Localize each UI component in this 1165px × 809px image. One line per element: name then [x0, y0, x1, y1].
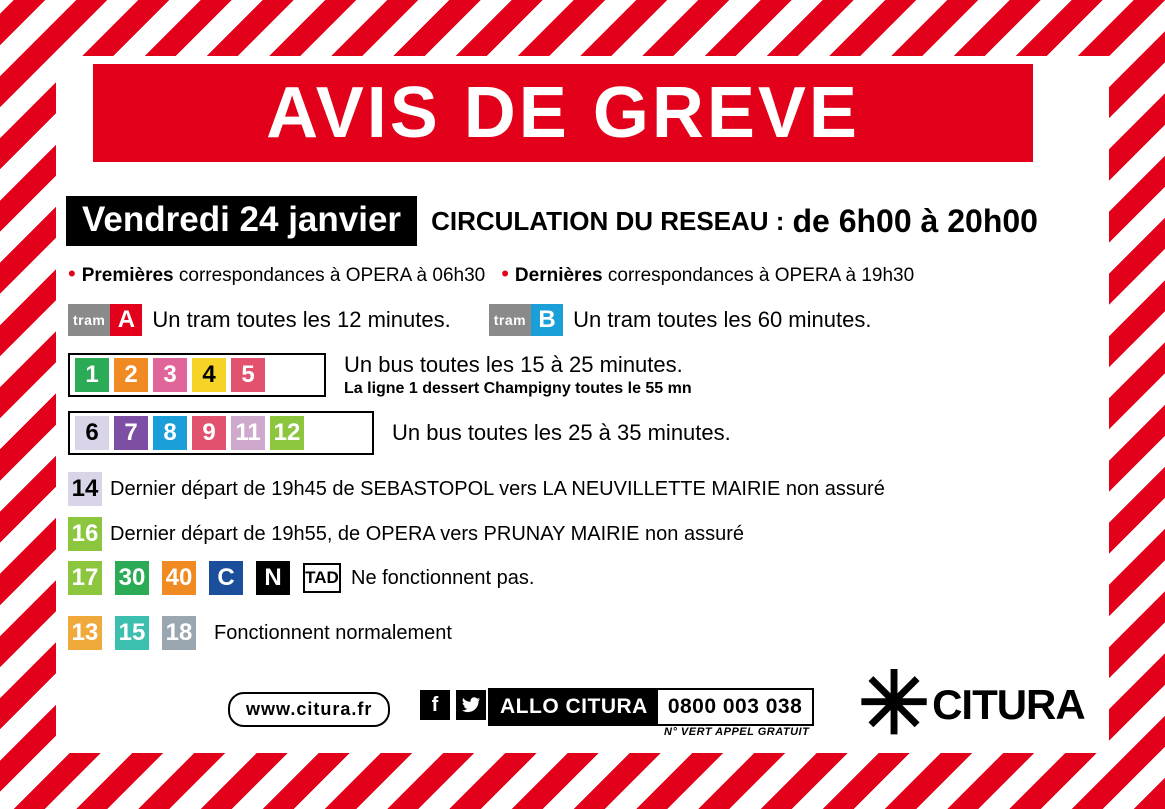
footer	[68, 656, 1098, 756]
line-14-text: Dernier départ de 19h45 de SEBASTOPOL vers LA NEUVILLETTE MAIRIE non assuré	[110, 477, 885, 500]
normal-operating-badges	[68, 616, 204, 650]
circulation-label: CIRCULATION DU RESEAU :	[431, 205, 785, 236]
line-badge-6: 6	[75, 416, 109, 450]
line-badge-3: 3	[153, 358, 187, 392]
line-16-row	[68, 517, 744, 551]
first-correspondance-time: 06h30	[432, 265, 486, 286]
allo-citura-label: ALLO CITURA	[490, 690, 658, 724]
line-badge-7: 7	[114, 416, 148, 450]
bullet-icon: •	[68, 261, 76, 286]
bus-group-2-main-text: Un bus toutes les 25 à 35 minutes.	[392, 420, 731, 445]
allo-citura-subtext: N° VERT APPEL GRATUIT	[664, 726, 810, 738]
tram-word-label: tram	[68, 304, 110, 336]
line-badge-14: 14	[68, 472, 102, 506]
poster-content	[56, 56, 1109, 753]
normal-operating-row	[68, 616, 452, 650]
bus-group-frequent	[68, 352, 692, 398]
brand-name: CITURA	[932, 680, 1085, 728]
line-badge-9: 9	[192, 416, 226, 450]
twitter-icon[interactable]	[456, 690, 486, 720]
line-badge-8: 8	[153, 416, 187, 450]
bus-group-1-main-text: Un bus toutes les 15 à 25 minutes.	[344, 352, 683, 377]
facebook-icon[interactable]: f	[420, 690, 450, 720]
allo-citura-number: 0800 003 038	[658, 690, 812, 724]
line-badge-15: 15	[115, 616, 149, 650]
line-badge-13: 13	[68, 616, 102, 650]
line-badge-11: 11	[231, 416, 265, 450]
tram-a-letter: A	[110, 304, 142, 336]
line-badge-5: 5	[231, 358, 265, 392]
line-badge-1: 1	[75, 358, 109, 392]
circulation-hours: de 6h00 à 20h00	[792, 202, 1038, 239]
tram-b-text: Un tram toutes les 60 minutes.	[573, 307, 872, 332]
website-link[interactable]: www.citura.fr	[228, 692, 390, 727]
non-operating-row	[68, 561, 534, 595]
line-badge-16: 16	[68, 517, 102, 551]
non-operating-badges	[68, 561, 341, 595]
tram-row	[68, 304, 1098, 336]
line-badge-n: N	[256, 561, 290, 595]
date-badge: Vendredi 24 janvier	[66, 196, 417, 246]
bus-line-badges-1	[68, 353, 326, 397]
asterisk-icon: ✳	[858, 656, 931, 752]
line-badge-2: 2	[114, 358, 148, 392]
line-badge-40: 40	[162, 561, 196, 595]
normal-operating-text: Fonctionnent normalement	[214, 621, 452, 644]
tram-word-label-2: tram	[489, 304, 531, 336]
tram-b-letter: B	[531, 304, 563, 336]
line-badge-12: 12	[270, 416, 304, 450]
line-badge-17: 17	[68, 561, 102, 595]
bullet-icon-2: •	[501, 261, 509, 286]
last-correspondance-time: 19h30	[861, 265, 915, 286]
bus-group-2-texts	[392, 420, 731, 446]
bus-group-1-sub-text: La ligne 1 dessert Champigny toutes le 55 mn	[344, 380, 692, 397]
date-circulation-row	[66, 196, 1096, 246]
line-badge-30: 30	[115, 561, 149, 595]
bus-line-badges-2	[68, 411, 374, 455]
bus-group-1-texts	[344, 352, 692, 398]
first-correspondance-text: correspondances à OPERA à	[178, 265, 428, 286]
first-correspondance-label: Premières	[81, 265, 174, 286]
social-links	[420, 690, 486, 720]
line-14-row	[68, 472, 885, 506]
line-16-text: Dernier départ de 19h55, de OPERA vers PRUNAY MAIRIE non assuré	[110, 522, 745, 545]
line-badge-4: 4	[192, 358, 226, 392]
tram-b-badge	[489, 304, 563, 336]
tram-a-text: Un tram toutes les 12 minutes.	[152, 307, 451, 332]
line-badge-tad: TAD	[303, 563, 341, 593]
last-correspondance-label: Dernières	[514, 265, 603, 286]
bus-group-less-frequent	[68, 411, 731, 455]
citura-brand	[858, 656, 1085, 752]
line-badge-c: C	[209, 561, 243, 595]
last-correspondance-text: correspondances à OPERA à	[607, 265, 857, 286]
allo-citura-block	[488, 688, 814, 726]
tram-a-badge	[68, 304, 142, 336]
non-operating-text: Ne fonctionnent pas.	[351, 566, 535, 589]
line-badge-18: 18	[162, 616, 196, 650]
page-title: AVIS DE GREVE	[266, 73, 860, 153]
title-banner	[93, 64, 1033, 162]
correspondances-row	[68, 263, 1098, 287]
